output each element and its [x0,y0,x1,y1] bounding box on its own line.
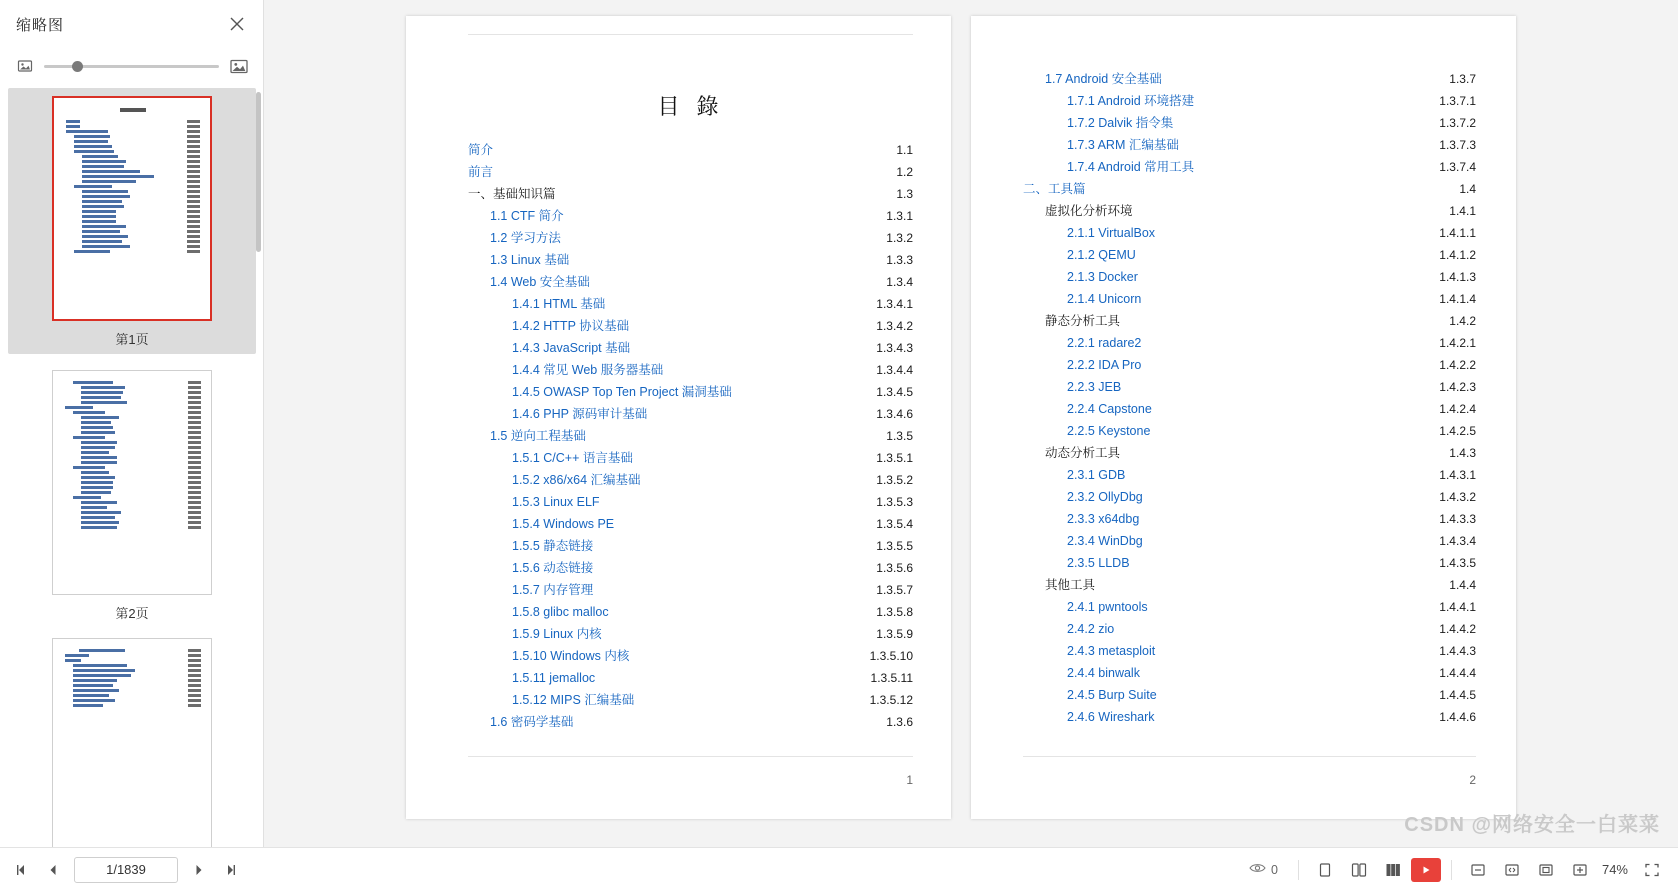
toc-entry[interactable] [1023,596,1476,618]
document-viewport[interactable] [264,0,1678,891]
toc-entry-number: 1.3.7.4 [1439,160,1476,174]
toc-entry-number: 1.3.4.2 [876,319,913,333]
sidebar-scrollbar[interactable] [256,92,261,252]
toc-entry-label[interactable]: 一、基础知识篇 [468,187,556,201]
toc-entry-label[interactable]: 1.4.3 JavaScript 基础 [512,341,631,355]
page-input[interactable] [74,857,178,883]
toc-entry[interactable] [468,469,913,491]
toc-entry-number: 1.4.4 [1449,578,1476,592]
toc-entry-label[interactable]: 1.1 CTF 简介 [490,209,564,223]
toc-entry-label[interactable]: 2.4.2 zio [1067,622,1115,636]
toc-entry-number: 1.2 [896,165,913,179]
toc-entry-number: 1.4.2.1 [1439,336,1476,350]
toc-entry[interactable] [468,183,913,205]
table-of-contents [468,139,913,733]
toc-entry-label[interactable]: 2.2.2 IDA Pro [1067,358,1142,372]
toc-entry-number: 1.3.5.12 [869,693,913,707]
toc-entry-number: 1.3.7.2 [1439,116,1476,130]
toc-entry-label[interactable]: 1.5.6 动态链接 [512,561,594,575]
toc-entry[interactable] [1023,442,1476,464]
toc-entry-number: 1.3.5.11 [870,671,913,685]
toc-entry-label[interactable]: 1.4.6 PHP 源码审计基础 [512,407,648,421]
toc-entry-label[interactable]: 2.1.3 Docker [1067,270,1138,284]
page-number: 1 [906,773,913,787]
toc-entry-label[interactable]: 2.3.5 LLDB [1067,556,1130,570]
toc-entry-number: 1.4.1.4 [1439,292,1476,306]
toc-entry-label[interactable]: 2.1.1 VirtualBox [1067,226,1156,240]
toc-entry-number: 1.4.3.1 [1439,468,1476,482]
toc-entry[interactable] [1023,68,1476,90]
toc-entry-number: 1.3.5.7 [876,583,913,597]
toc-entry[interactable] [1023,574,1476,596]
thumbnail-page-preview [52,96,212,321]
toc-entry-label[interactable]: 2.1.2 QEMU [1067,248,1136,262]
toc-entry[interactable] [468,205,913,227]
toc-entry-number: 1.4.2.4 [1439,402,1476,416]
toc-entry-number: 1.3.4 [886,275,913,289]
toc-entry-label[interactable]: 2.1.4 Unicorn [1067,292,1142,306]
toc-entry[interactable] [1023,398,1476,420]
toc-entry[interactable] [1023,354,1476,376]
toc-entry-number: 1.3.7.3 [1439,138,1476,152]
toc-entry-number: 1.3.5.9 [876,627,913,641]
toc-entry-number: 1.3.2 [886,231,913,245]
toc-entry-number: 1.4.2.2 [1439,358,1476,372]
toc-entry[interactable] [468,491,913,513]
prev-page-icon[interactable] [38,855,68,885]
toc-entry-number: 1.3.5.3 [876,495,913,509]
view-tools-group [1249,855,1668,885]
toc-entry[interactable] [468,403,913,425]
toc-entry-number: 1.3.5.6 [876,561,913,575]
toc-entry[interactable] [1023,266,1476,288]
thumbnail-page-preview [52,638,212,863]
toc-entry-label[interactable]: 二、工具篇 [1023,182,1086,196]
toc-entry-label[interactable]: 1.5.5 静态链接 [512,539,594,553]
toc-entry[interactable] [468,535,913,557]
toc-entry[interactable] [1023,288,1476,310]
toc-entry-number: 1.4.2 [1449,314,1476,328]
toc-entry-number: 1.4.1.1 [1439,226,1476,240]
toc-entry-label[interactable]: 1.5.12 MIPS 汇编基础 [512,693,635,707]
toc-entry[interactable] [1023,222,1476,244]
toc-entry-number: 1.3.5 [886,429,913,443]
toc-entry[interactable] [1023,706,1476,728]
thumbnail-sidebar [0,0,264,891]
toc-entry-number: 1.4.4.1 [1439,600,1476,614]
toc-entry-number: 1.3.5.4 [876,517,913,531]
toc-entry-number: 1.4.4.4 [1439,666,1476,680]
thumbnail-mini-toc [65,649,201,707]
toc-entry-label[interactable]: 简介 [468,143,494,157]
toc-entry-number: 1.3.5.8 [876,605,913,619]
toc-entry[interactable] [468,623,913,645]
toc-entry[interactable] [468,579,913,601]
thumbnail-size-slider[interactable] [44,65,219,68]
toc-entry-label[interactable]: 1.5.10 Windows 内核 [512,649,630,663]
toc-entry-number: 1.4.3 [1449,446,1476,460]
toc-entry-label[interactable]: 1.2 学习方法 [490,231,561,245]
view-count-value: 0 [1271,862,1278,877]
thumbnail-page-preview [52,370,212,595]
toc-entry-number: 1.4.2.5 [1439,424,1476,438]
bottom-toolbar [0,847,1678,891]
toc-entry[interactable] [1023,90,1476,112]
toc-entry[interactable] [468,689,913,711]
toc-entry-label[interactable]: 2.4.5 Burp Suite [1067,688,1157,702]
toc-entry-number: 1.3.6 [886,715,913,729]
toc-entry[interactable] [468,667,913,689]
toc-entry-label[interactable]: 2.4.4 binwalk [1067,666,1140,680]
single-page-icon[interactable] [1309,855,1341,885]
close-icon[interactable] [227,14,247,34]
toc-entry-number: 1.3.3 [886,253,913,267]
toc-entry-number: 1.4.4.5 [1439,688,1476,702]
toc-entry[interactable] [1023,376,1476,398]
toc-entry-label[interactable]: 2.2.1 radare2 [1067,336,1142,350]
toc-entry-label[interactable]: 动态分析工具 [1045,446,1121,460]
toc-entry-number: 1.3.4.5 [876,385,913,399]
toc-entry-label[interactable]: 2.2.5 Keystone [1067,424,1151,438]
toc-entry-label[interactable]: 前言 [468,165,494,179]
toc-entry-label[interactable]: 其他工具 [1045,578,1096,592]
toc-entry-number: 1.3.4.6 [876,407,913,421]
toc-entry-label[interactable]: 1.5.11 jemalloc [512,671,596,685]
toc-entry-number: 1.1 [896,143,913,157]
page-navigation-group [6,855,246,885]
first-page-icon[interactable] [6,855,36,885]
toc-entry-label[interactable]: 1.5.7 内存管理 [512,583,594,597]
toc-entry-label[interactable]: 1.5.1 C/C++ 语言基础 [512,451,633,465]
toc-entry-label[interactable]: 1.4 Web 安全基础 [490,275,590,289]
toc-entry[interactable] [468,337,913,359]
toc-entry-number: 1.3.4.1 [876,297,913,311]
toc-entry-label[interactable]: 1.4.1 HTML 基础 [512,297,606,311]
thumbnail-list[interactable] [0,88,264,803]
toc-entry[interactable] [468,271,913,293]
toc-entry[interactable] [468,513,913,535]
toc-entry-number: 1.3 [896,187,913,201]
toc-entry-label[interactable]: 静态分析工具 [1045,314,1121,328]
toc-entry[interactable] [468,381,913,403]
toc-entry[interactable] [468,601,913,623]
page-footer-rule [468,756,913,757]
toc-entry[interactable] [468,293,913,315]
toc-entry-label[interactable]: 1.5.8 glibc malloc [512,605,609,619]
thumbnail-item[interactable] [8,370,256,622]
page-number: 2 [1469,773,1476,787]
toc-entry-label[interactable]: 1.7.2 Dalvik 指令集 [1067,116,1174,130]
toc-entry-number: 1.4.3.2 [1439,490,1476,504]
toc-entry[interactable] [1023,618,1476,640]
toc-entry-number: 1.3.5.1 [876,451,913,465]
sidebar-title: 缩略图 [16,16,65,34]
thumbnail-size-slider-row [0,48,263,84]
document-page-2 [971,16,1516,819]
toc-entry-label[interactable]: 2.3.3 x64dbg [1067,512,1140,526]
toc-entry-label[interactable]: 2.4.1 pwntools [1067,600,1148,614]
toc-entry[interactable] [468,711,913,733]
toc-entry-number: 1.4.1 [1449,204,1476,218]
toc-entry[interactable] [1023,420,1476,442]
toc-entry-label[interactable]: 虚拟化分析环境 [1045,204,1133,218]
divider [1451,860,1452,880]
toc-entry-label[interactable]: 1.4.5 OWASP Top Ten Project 漏洞基础 [512,385,732,399]
toc-entry[interactable] [468,557,913,579]
toc-entry-number: 1.3.4.3 [876,341,913,355]
fullscreen-icon[interactable] [1636,855,1668,885]
toc-entry-number: 1.4.3.3 [1439,512,1476,526]
toc-entry-number: 1.4.2.3 [1439,380,1476,394]
toc-entry[interactable] [468,425,913,447]
toc-entry-label[interactable]: 2.4.3 metasploit [1067,644,1156,658]
thumbnail-label: 第2页 [115,606,149,621]
page-header-rule [468,34,913,35]
toc-entry-label[interactable]: 1.6 密码学基础 [490,715,574,729]
toc-entry-number: 1.4.4.3 [1439,644,1476,658]
thumbnail-mini-toc [65,381,201,529]
toc-entry-number: 1.4.4.6 [1439,710,1476,724]
toc-entry-label[interactable]: 1.5.3 Linux ELF [512,495,600,509]
image-small-icon[interactable] [16,57,34,75]
toc-entry-number: 1.3.7 [1449,72,1476,86]
toc-entry-number: 1.3.7.1 [1439,94,1476,108]
toc-entry[interactable] [1023,464,1476,486]
toc-entry-number: 1.4.1.2 [1439,248,1476,262]
toc-entry-label[interactable]: 1.7.1 Android 环境搭建 [1067,94,1195,108]
zoom-in-icon[interactable] [1564,855,1596,885]
zoom-level[interactable]: 74% [1601,862,1628,877]
toc-entry[interactable] [468,315,913,337]
toc-entry[interactable] [468,249,913,271]
table-of-contents [1023,68,1476,728]
toc-entry-number: 1.4.3.4 [1439,534,1476,548]
toc-entry[interactable] [1023,684,1476,706]
sidebar-header [0,0,263,48]
toc-entry-label[interactable]: 1.5.4 Windows PE [512,517,615,531]
toc-entry-label[interactable]: 2.2.3 JEB [1067,380,1122,394]
toc-entry[interactable] [1023,530,1476,552]
slider-thumb[interactable] [72,61,83,72]
continuous-scroll-icon[interactable] [1377,855,1409,885]
fit-page-icon[interactable] [1530,855,1562,885]
toc-entry[interactable] [468,359,913,381]
toc-entry[interactable] [1023,310,1476,332]
toc-entry-number: 1.3.5.2 [876,473,913,487]
toc-entry[interactable] [468,161,913,183]
fit-width-icon[interactable] [1496,855,1528,885]
toc-entry-label[interactable]: 1.5.2 x86/x64 汇编基础 [512,473,641,487]
toc-entry-label[interactable]: 2.4.6 Wireshark [1067,710,1155,724]
toc-entry[interactable] [1023,156,1476,178]
toc-entry-number: 1.3.5.10 [869,649,913,663]
toc-entry[interactable] [1023,178,1476,200]
document-page-1 [406,16,951,819]
toc-entry-label[interactable]: 1.4.4 常见 Web 服务器基础 [512,363,664,377]
toc-entry-label[interactable]: 1.7.3 ARM 汇编基础 [1067,138,1179,152]
toc-entry-number: 1.3.4.4 [876,363,913,377]
two-page-icon[interactable] [1343,855,1375,885]
toc-entry[interactable] [1023,244,1476,266]
page-footer-rule [1023,756,1476,757]
zoom-out-icon[interactable] [1462,855,1494,885]
toc-entry-number: 1.3.5.5 [876,539,913,553]
toc-entry[interactable] [468,139,913,161]
toc-entry[interactable] [468,447,913,469]
toc-entry-label[interactable]: 2.3.4 WinDbg [1067,534,1143,548]
toc-entry-label[interactable]: 1.4.2 HTTP 协议基础 [512,319,630,333]
toc-entry[interactable] [1023,486,1476,508]
toc-entry[interactable] [1023,200,1476,222]
view-count [1249,862,1278,877]
toc-entry-label[interactable]: 1.3 Linux 基础 [490,253,570,267]
watermark: CSDN @网络安全一白菜菜 [1404,814,1660,836]
divider [1298,860,1299,880]
toc-entry-label[interactable]: 2.3.2 OllyDbg [1067,490,1143,504]
toc-entry-number: 1.4.1.3 [1439,270,1476,284]
toc-entry[interactable] [1023,332,1476,354]
toc-entry[interactable] [1023,552,1476,574]
toc-entry-label[interactable]: 1.7.4 Android 常用工具 [1067,160,1195,174]
image-large-icon[interactable] [229,57,247,75]
toc-entry-label[interactable]: 2.2.4 Capstone [1067,402,1152,416]
mini-title [120,108,146,112]
play-icon[interactable] [1411,858,1441,882]
last-page-icon[interactable] [216,855,246,885]
page-title: 目 錄 [657,95,724,120]
toc-entry-label[interactable]: 1.5 逆向工程基础 [490,429,586,443]
toc-entry-label[interactable]: 1.5.9 Linux 内核 [512,627,602,641]
thumbnail-mini-toc [66,108,200,253]
toc-entry-number: 1.4.4.2 [1439,622,1476,636]
toc-entry-label[interactable]: 1.7 Android 安全基础 [1045,72,1162,86]
toc-entry-number: 1.4 [1459,182,1476,196]
toc-entry[interactable] [1023,640,1476,662]
toc-entry[interactable] [1023,508,1476,530]
thumbnail-label: 第1页 [115,332,149,347]
thumbnail-item[interactable] [8,88,256,354]
next-page-icon[interactable] [184,855,214,885]
toc-entry[interactable] [468,227,913,249]
toc-entry-number: 1.3.1 [886,209,913,223]
toc-entry[interactable] [1023,112,1476,134]
toc-entry[interactable] [468,645,913,667]
toc-entry-number: 1.4.3.5 [1439,556,1476,570]
toc-entry-label[interactable]: 2.3.1 GDB [1067,468,1126,482]
toc-entry[interactable] [1023,134,1476,156]
toc-entry[interactable] [1023,662,1476,684]
eye-icon [1249,862,1266,877]
